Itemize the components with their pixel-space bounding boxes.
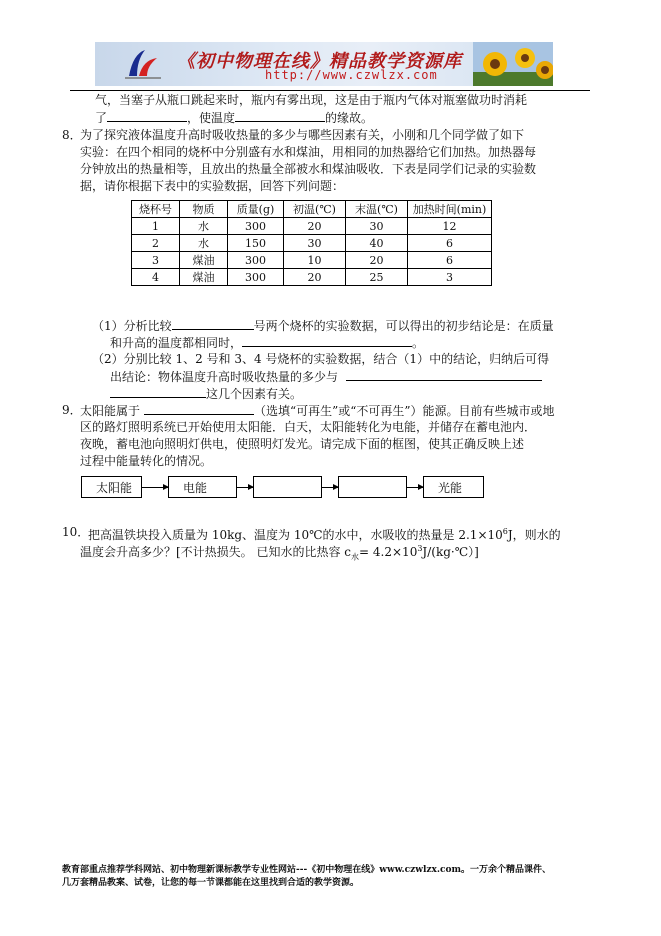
table-cell: 3 <box>408 269 492 286</box>
q9-line2: 区的路灯照明系统已开始使用太阳能．白天，太阳能转化为电能，并储存在蓄电池内． <box>80 420 537 434</box>
table-cell: 6 <box>408 252 492 269</box>
q8-line4: 据，请你根据下表中的实验数据，回答下列问题： <box>80 179 345 193</box>
table-header: 物质 <box>180 201 228 218</box>
table-header: 质量(g) <box>228 201 284 218</box>
table-cell: 300 <box>228 269 284 286</box>
table-cell: 40 <box>346 235 408 252</box>
flow-box-light: 光能 <box>423 476 484 498</box>
flow-arrow-1 <box>142 487 168 488</box>
header-banner <box>95 42 553 86</box>
q8-blank-3[interactable] <box>346 368 542 381</box>
q8-line2: 实验：在四个相同的烧杯中分别盛有水和煤油，用相同的加热器给它们加热。加热器每 <box>80 145 537 159</box>
q9-line1: 太阳能属于 （选填“可再生”或“不可再生”）能源。目前有些城市或地 <box>80 404 555 418</box>
table-cell: 4 <box>132 269 180 286</box>
q7-blank-1[interactable] <box>107 109 187 122</box>
flow-arrow-4 <box>407 487 423 488</box>
q10-line1: 把高温铁块投入质量为 10kg、温度为 10℃的水中，水吸收的热量是 $2.1\times 10^6J$，则水的 <box>88 527 561 542</box>
q8-line3: 分钟放出的热量相等，且放出的热量全部被水和煤油吸收．下表是同学们记录的实验数 <box>80 162 537 176</box>
q9-blank-1[interactable] <box>144 402 254 415</box>
banner-title: 《初中物理在线》精品教学资源库 <box>177 51 462 72</box>
table-cell: 水 <box>180 235 228 252</box>
table-cell: 煤油 <box>180 269 228 286</box>
table-cell: 2 <box>132 235 180 252</box>
table-cell: 水 <box>180 218 228 235</box>
footer-line1: 教育部重点推荐学科网站、初中物理新课标教学专业性网站---《初中物理在线》www.czwlzx.com。一万余个精品课件、 <box>62 865 552 875</box>
experiment-table <box>131 200 492 286</box>
table-cell: 30 <box>346 218 408 235</box>
table-header-row <box>132 201 492 218</box>
table-row <box>132 252 492 269</box>
q7-blank-2[interactable] <box>235 109 325 122</box>
q8-part2-line2: 出结论：物体温度升高时吸收热量的多少与 <box>110 368 542 385</box>
flow-box-blank-1[interactable] <box>253 476 322 498</box>
table-cell: 300 <box>228 252 284 269</box>
q8-blank-1[interactable] <box>172 317 254 330</box>
table-cell: 煤油 <box>180 252 228 269</box>
table-cell: 30 <box>284 235 346 252</box>
flow-arrow-3 <box>322 487 338 488</box>
sunflower-image <box>473 42 553 86</box>
flow-arrow-2 <box>237 487 253 488</box>
q8-part2-line3: 这几个因素有关。 <box>110 385 302 402</box>
flow-box-electric: 电能 <box>168 476 237 498</box>
q9-number: 9． <box>62 403 82 417</box>
table-cell: 10 <box>284 252 346 269</box>
q8-blank-4[interactable] <box>110 385 206 398</box>
q8-part1-line1: （1）分析比较 号两个烧杯的实验数据，可以得出的初步结论是：在质量 <box>92 319 554 333</box>
q9-line4: 过程中能量转化的情况。 <box>80 454 213 468</box>
table-cell: 150 <box>228 235 284 252</box>
q8-part2-line1: （2）分别比较 1、2 号和 3、4 号烧杯的实验数据，结合（1）中的结论，归纳后可得 <box>92 352 550 366</box>
table-cell: 300 <box>228 218 284 235</box>
flow-box-solar: 太阳能 <box>81 476 142 498</box>
logo-icon <box>123 46 163 82</box>
table-header: 烧杯号 <box>132 201 180 218</box>
banner-url[interactable]: http://www.czwlzx.com <box>265 68 438 82</box>
table-row <box>132 235 492 252</box>
table-cell: 20 <box>284 218 346 235</box>
q8-blank-2[interactable] <box>242 334 412 347</box>
q8-number: 8． <box>62 128 82 142</box>
table-cell: 1 <box>132 218 180 235</box>
flow-box-blank-2[interactable] <box>338 476 407 498</box>
q8-line1: 为了探究液体温度升高时吸收热量的多少与哪些因素有关，小刚和几个同学做了如下 <box>80 128 525 142</box>
header-rule <box>70 90 590 91</box>
q7-line1: 气，当塞子从瓶口跳起来时，瓶内有雾出现，这是由于瓶内气体对瓶塞做功时消耗 <box>95 93 528 107</box>
table-cell: 20 <box>346 252 408 269</box>
table-cell: 12 <box>408 218 492 235</box>
q10-number: 10． <box>62 525 90 539</box>
table-row <box>132 269 492 286</box>
table-cell: 3 <box>132 252 180 269</box>
footer-line2: 几万套精品教案、试卷，让您的每一节课都能在这里找到合适的教学资源。 <box>62 878 360 888</box>
table-cell: 25 <box>346 269 408 286</box>
table-cell: 20 <box>284 269 346 286</box>
table-row <box>132 218 492 235</box>
table-cell: 6 <box>408 235 492 252</box>
q10-line2: 温度会升高多少？[不计热损失。 已知水的比热容 $c_水=$ $4.2\times 10^3J/(kg\cdot℃)$] <box>80 544 479 562</box>
q8-part1-line2: 和升高的温度都相同时， 。 <box>110 336 425 350</box>
table-header: 加热时间(min) <box>408 201 492 218</box>
q7-line2: 了 ，使温度 的缘故。 <box>95 111 374 125</box>
q9-line3: 夜晚，蓄电池向照明灯供电，使照明灯发光。请完成下面的框图，使其正确反映上述 <box>80 437 525 451</box>
table-header: 初温(℃) <box>284 201 346 218</box>
table-header: 末温(℃) <box>346 201 408 218</box>
